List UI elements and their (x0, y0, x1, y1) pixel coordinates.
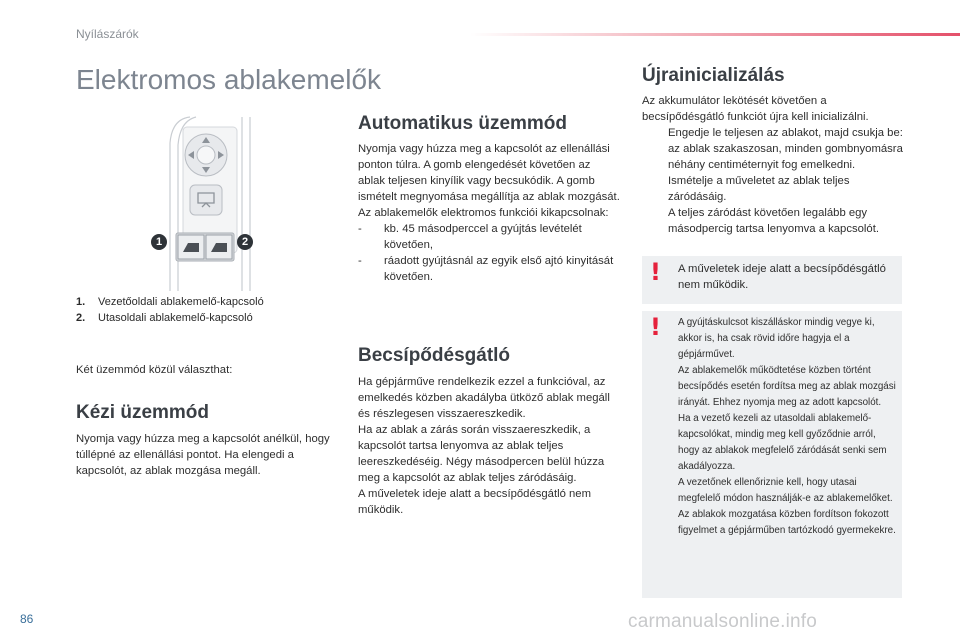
dash-marker: - (358, 223, 362, 235)
list-item-text: A teljes záródást követően legalább egy másodpercig tartsa lenyomva a kapcsolót. (668, 207, 879, 235)
list-item (642, 205, 904, 237)
checkbox-bullet-icon (642, 173, 668, 205)
warning-icon: ! (650, 313, 661, 341)
list-item-text: Ismételje a műveletet az ablak teljes záródásáig. (668, 175, 850, 203)
warning-text (678, 315, 898, 539)
legend-item (76, 294, 336, 310)
list-item (642, 173, 904, 205)
page-title: Elektromos ablakemelők (76, 64, 382, 95)
callout-1: 1 (151, 234, 167, 250)
warning-line: Az ablakok mozgatása közben fordítson fokozott figyelmet a gépjárműben tartózkodó gyermekekre. (678, 509, 896, 536)
anti-pinch-p2: Ha az ablak a zárás során visszaereszkedik, a kapcsolót tartsa lenyomva az ablak teljes leereszkedéséig. Négy másodpercen belül húzza meg a kapcsolót az ablak teljes záródásáig. (358, 424, 605, 484)
reinit-content (642, 93, 904, 237)
legend-text: Utasoldali ablakemelő-kapcsoló (98, 312, 253, 324)
warning-text: A műveletek ideje alatt a becsípődésgátló nem működik. (678, 263, 886, 291)
list-item (358, 221, 620, 253)
reinit-title: Újrainicializálás (642, 65, 785, 86)
header-accent-line (470, 33, 960, 36)
warning-box (642, 311, 902, 598)
anti-pinch-p3: A műveletek ideje alatt a becsípődésgátló nem működik. (358, 488, 591, 516)
intro-text: Két üzemmód közül választhat: (76, 364, 233, 376)
list-item (642, 125, 904, 173)
warning-line: Az ablakemelők működtetése közben történt becsípődés esetén fordítsa meg az ablak mozgási irányát. Ehhez nyomja meg az adott kapcsolót. (678, 365, 896, 408)
warning-icon: ! (650, 258, 661, 286)
anti-pinch-p1: Ha gépjárműve rendelkezik ezzel a funkcióval, az emelkedés közben akadályba ütköző ablak megáll és részlegesen visszaereszkedik. (358, 376, 610, 420)
auto-mode-content (358, 141, 620, 285)
manual-mode-title: Kézi üzemmód (76, 402, 210, 423)
legend-item (76, 310, 336, 326)
door-panel-drawing (150, 115, 262, 293)
anti-pinch-title: Becsípődésgátló (358, 345, 511, 366)
list-item-text: Engedje le teljesen az ablakot, majd csukja be: az ablak szakaszosan, minden gombnyomásra néhány centiméternyit fog emelkedni. (668, 127, 903, 171)
anti-pinch-content (358, 374, 620, 518)
figure-legend (76, 294, 336, 326)
dash-marker: - (358, 255, 362, 267)
legend-text: Vezetőoldali ablakemelő-kapcsoló (98, 296, 264, 308)
callout-2: 2 (237, 234, 253, 250)
checkbox-bullet-icon (642, 205, 668, 237)
reinit-intro: Az akkumulátor lekötését követően a becsípődésgátló funkciót újra kell inicializálni. (642, 95, 869, 123)
list-item-text: kb. 45 másodperccel a gyújtás levételét követően, (384, 223, 582, 251)
checkbox-bullet-icon (642, 125, 668, 173)
auto-mode-body: Nyomja vagy húzza meg a kapcsolót az ellenállási ponton túlra. A gomb elengedését követően az ablak teljesen kinyílik vagy becsukódik. A gomb ismételt megnyomása megállítja az ablak mozgását. (358, 143, 620, 203)
warning-line: A vezetőnek ellenőriznie kell, hogy utasai megfelelő módon használják-e az ablakemelőket. (678, 477, 893, 504)
window-switch-illustration (150, 115, 262, 293)
auto-mode-title: Automatikus üzemmód (358, 113, 568, 134)
warning-line: A gyújtáskulcsot kiszálláskor mindig vegye ki, akkor is, ha csak rövid időre hagyja el a gépjárművet. (678, 317, 875, 360)
page-number: 86 (20, 612, 34, 626)
list-item-text: ráadott gyújtásnál az egyik első ajtó kinyitását követően. (384, 255, 614, 283)
section-header: Nyílászárók (76, 27, 139, 41)
warning-box (642, 256, 902, 304)
legend-num: 2. (76, 312, 86, 324)
list-item (358, 253, 620, 285)
auto-mode-body2: Az ablakemelők elektromos funkciói kikapcsolnak: (358, 207, 609, 219)
warning-line: Ha a vezető kezeli az utasoldali ablakemelő-kapcsolókat, mindig meg kell győződnie arról, hogy az ablakok megfelelő záródását senki sem akadályozza. (678, 413, 887, 472)
legend-num: 1. (76, 296, 86, 308)
manual-mode-body: Nyomja vagy húzza meg a kapcsolót anélkül, hogy túllépné az ellenállási pontot. Ha elengedi a kapcsolót, az ablak mozgása megáll. (76, 433, 330, 477)
watermark: carmanualsonline.info (628, 611, 818, 632)
